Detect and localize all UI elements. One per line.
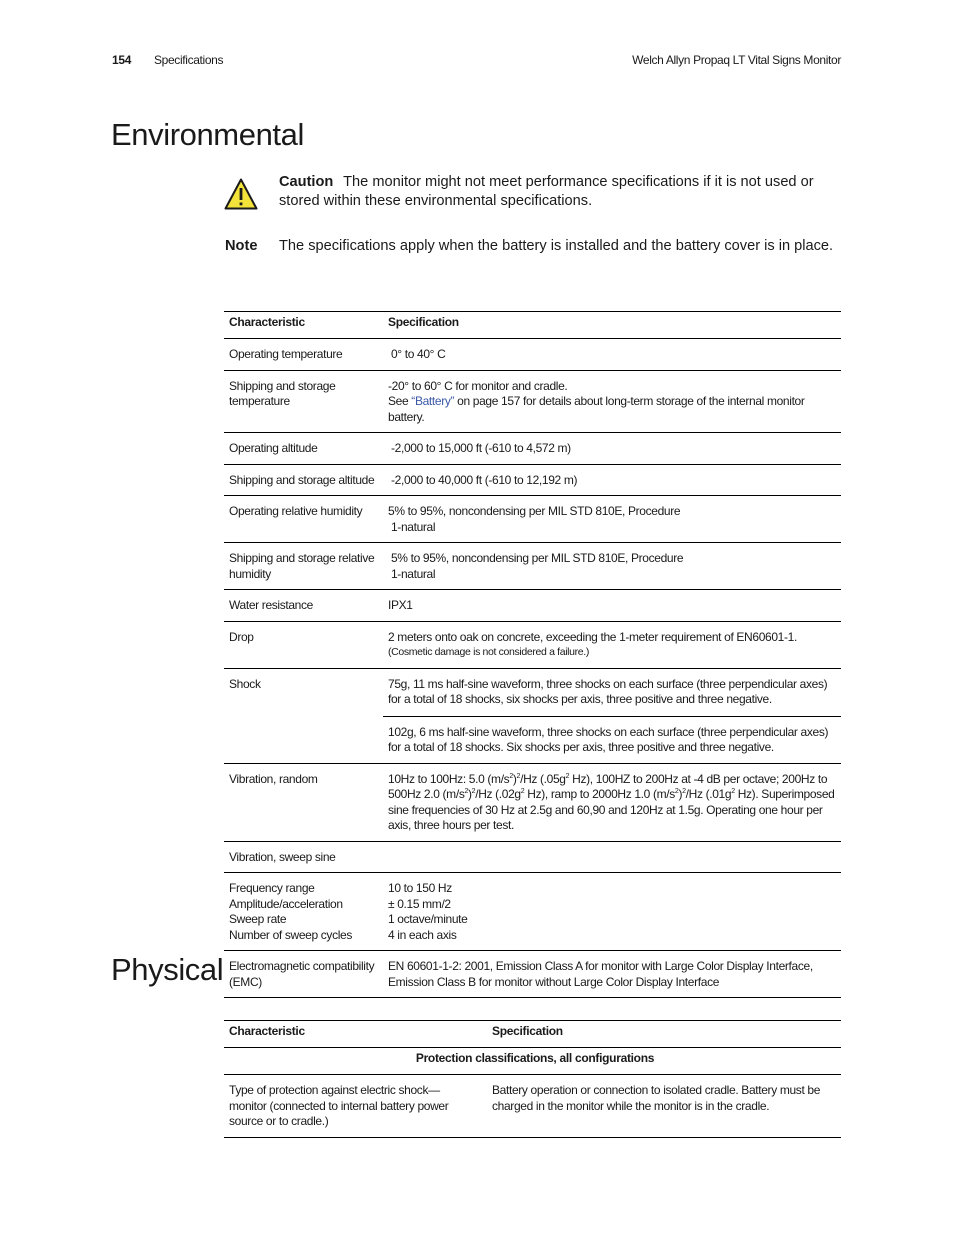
sweep-item: Number of sweep cycles	[229, 927, 353, 942]
row-specification	[383, 464, 841, 496]
table-header-row	[224, 1021, 841, 1048]
spec-text: Hz), 100HZ to 200Hz at -4 dB per octave; 200Hz to 500Hz 2.0 (m/s	[388, 771, 828, 801]
warning-triangle-icon	[224, 178, 258, 210]
column-header-characteristic: Characteristic	[229, 315, 305, 329]
spec-value: 2 meters onto oak on concrete, exceeding the 1-meter requirement of EN60601-1.	[388, 629, 797, 644]
physical-heading: Physical	[111, 952, 224, 987]
row-characteristic: Drop	[229, 629, 254, 644]
table-section-row	[224, 1048, 841, 1075]
row-characteristic: Vibration, random	[229, 771, 318, 786]
row-characteristic: Operating altitude	[229, 441, 318, 455]
page-number: 154	[112, 53, 132, 67]
battery-link[interactable]: “Battery”	[411, 394, 455, 408]
spec-footnote: (Cosmetic damage is not considered a failure.)	[388, 646, 590, 658]
table-row	[224, 621, 841, 668]
spec-value-secondary: 102g, 6 ms half-sine waveform, three shocks on each surface (three perpendicular axes) for a total of 18 shocks. Six shocks per axis, three positive and three negative.	[383, 716, 841, 756]
caution-text-block	[279, 173, 841, 211]
column-header-specification: Specification	[492, 1024, 563, 1038]
column-header-characteristic: Characteristic	[229, 1024, 305, 1038]
see-rest-text: on page 157 for details about long-term storage of the internal monitor battery.	[388, 394, 805, 424]
table-row	[224, 370, 841, 433]
row-characteristic: Shock	[229, 676, 261, 691]
spec-value-cont-text: 1-natural	[390, 519, 436, 534]
table-row	[224, 763, 841, 841]
spec-text: /Hz (.05g	[520, 771, 566, 786]
spec-text: /Hz (.02g	[475, 787, 521, 801]
table-row	[224, 1075, 841, 1138]
spec-value: 5% to 95%, noncondensing per MIL STD 810E, Procedure	[388, 504, 681, 518]
table-row	[224, 496, 841, 543]
spec-value-cont	[388, 520, 841, 536]
spec-value-cont-text: 1-natural	[390, 566, 436, 581]
spec-value: EN 60601-1-2: 2001, Emission Class A for monitor with Large Color Display Interface,	[388, 959, 813, 973]
superscript: 2	[565, 772, 570, 780]
spec-value: 75g, 11 ms half-sine waveform, three shocks on each surface (three perpendicular axes) for a total of 18 shocks, six shocks per axis, three positive and three negative.	[388, 676, 828, 706]
table-row	[224, 433, 841, 465]
spec-text: Hz). Superimposed sine frequencies of 30 Hz at 2.5g and 60,90 and 120Hz at 1.5g. Operating one hour per axis, three hours per test.	[388, 787, 835, 832]
row-specification	[383, 763, 841, 841]
spec-text: )	[512, 771, 517, 786]
spec-text: )	[678, 787, 683, 801]
spec-value: -2,000 to 15,000 ft (-610 to 4,572 m)	[390, 441, 571, 455]
sweep-value: 1 octave/minute	[388, 912, 468, 926]
superscript: 2	[520, 788, 525, 795]
row-specification	[383, 339, 841, 371]
superscript: 2	[682, 788, 686, 795]
sweep-value: 4 in each axis	[388, 927, 457, 942]
spec-value-text: 5% to 95%, noncondensing per MIL STD 810E, Procedure	[390, 551, 684, 565]
superscript: 2	[731, 788, 735, 795]
row-specification: Battery operation or connection to isolated cradle. Battery must be charged in the monitor while the monitor is in the cradle.	[492, 1083, 821, 1113]
note-text: The specifications apply when the battery is installed and the battery cover is in place.	[279, 238, 834, 254]
page-header	[112, 53, 841, 69]
row-specification: IPX1	[388, 598, 413, 612]
row-characteristic: Vibration, sweep sine	[229, 849, 336, 864]
table-row	[224, 668, 841, 763]
note-label: Note	[225, 238, 258, 254]
sweep-item: Frequency range	[229, 881, 315, 895]
row-characteristic: Type of protection against electric shock—monitor (connected to internal battery power source or to cradle.)	[229, 1083, 449, 1128]
environmental-spec-table	[224, 311, 841, 998]
superscript: 2	[471, 788, 476, 795]
caution-label: Caution	[279, 174, 334, 190]
table-row	[224, 951, 841, 998]
table-row-sweep-details	[224, 873, 841, 951]
row-characteristic: Shipping and storage altitude	[229, 472, 375, 487]
row-characteristic: Shipping and storage relative humidity	[229, 551, 375, 581]
table-row	[224, 339, 841, 371]
spec-value-cont	[388, 567, 841, 583]
table-header-row	[224, 312, 841, 339]
spec-value	[388, 551, 841, 567]
row-specification	[383, 951, 841, 998]
table-row	[224, 543, 841, 590]
superscript: 2	[509, 772, 513, 780]
see-text: See	[388, 394, 412, 408]
section-name: Specifications	[154, 53, 224, 67]
sweep-item: Sweep rate	[229, 912, 287, 926]
row-characteristic: Shipping and storage temperature	[229, 378, 336, 408]
row-characteristic: Operating relative humidity	[229, 504, 363, 518]
spec-value-cont: Emission Class B for monitor without Large Color Display Interface	[388, 974, 720, 989]
section-header: Protection classifications, all configurations	[415, 1051, 655, 1065]
table-row	[224, 841, 841, 873]
row-characteristic: Electromagnetic compatibility (EMC)	[229, 959, 375, 989]
row-specification	[383, 370, 841, 433]
row-characteristic: Operating temperature	[229, 347, 343, 361]
row-specification	[383, 668, 841, 763]
spec-text: )	[468, 787, 472, 801]
table-row	[224, 590, 841, 622]
environmental-heading: Environmental	[111, 117, 304, 152]
superscript: 2	[516, 772, 521, 780]
row-specification	[383, 543, 841, 590]
spec-text: 10Hz to 100Hz: 5.0 (m/s	[388, 771, 510, 786]
physical-spec-table	[224, 1020, 841, 1138]
sweep-value: ± 0.15 mm/2	[388, 896, 451, 911]
spec-value: 0° to 40° C	[390, 347, 446, 361]
row-specification	[383, 621, 841, 668]
row-characteristic: Water resistance	[229, 598, 313, 612]
spec-value: -20° to 60° C for monitor and cradle.	[388, 378, 568, 393]
spec-text: /Hz (.01g	[685, 787, 732, 801]
document-title: Welch Allyn Propaq LT Vital Signs Monitor	[632, 53, 841, 67]
sweep-value: 10 to 150 Hz	[388, 881, 452, 895]
table-row	[224, 464, 841, 496]
spec-text: Hz), ramp to 2000Hz 1.0 (m/s	[524, 787, 675, 801]
sweep-item: Amplitude/acceleration	[229, 896, 343, 911]
column-header-specification: Specification	[388, 315, 459, 329]
caution-text: The monitor might not meet performance specifications if it is not used or stored within these environmental specifications.	[279, 174, 814, 209]
spec-value: -2,000 to 40,000 ft (-610 to 12,192 m)	[390, 472, 578, 487]
superscript: 2	[464, 788, 469, 795]
sweep-specifications	[383, 873, 841, 951]
superscript: 2	[674, 788, 679, 795]
row-specification	[383, 496, 841, 543]
row-specification	[383, 433, 841, 465]
sweep-characteristics	[224, 873, 383, 951]
spec-value-see	[388, 394, 841, 425]
